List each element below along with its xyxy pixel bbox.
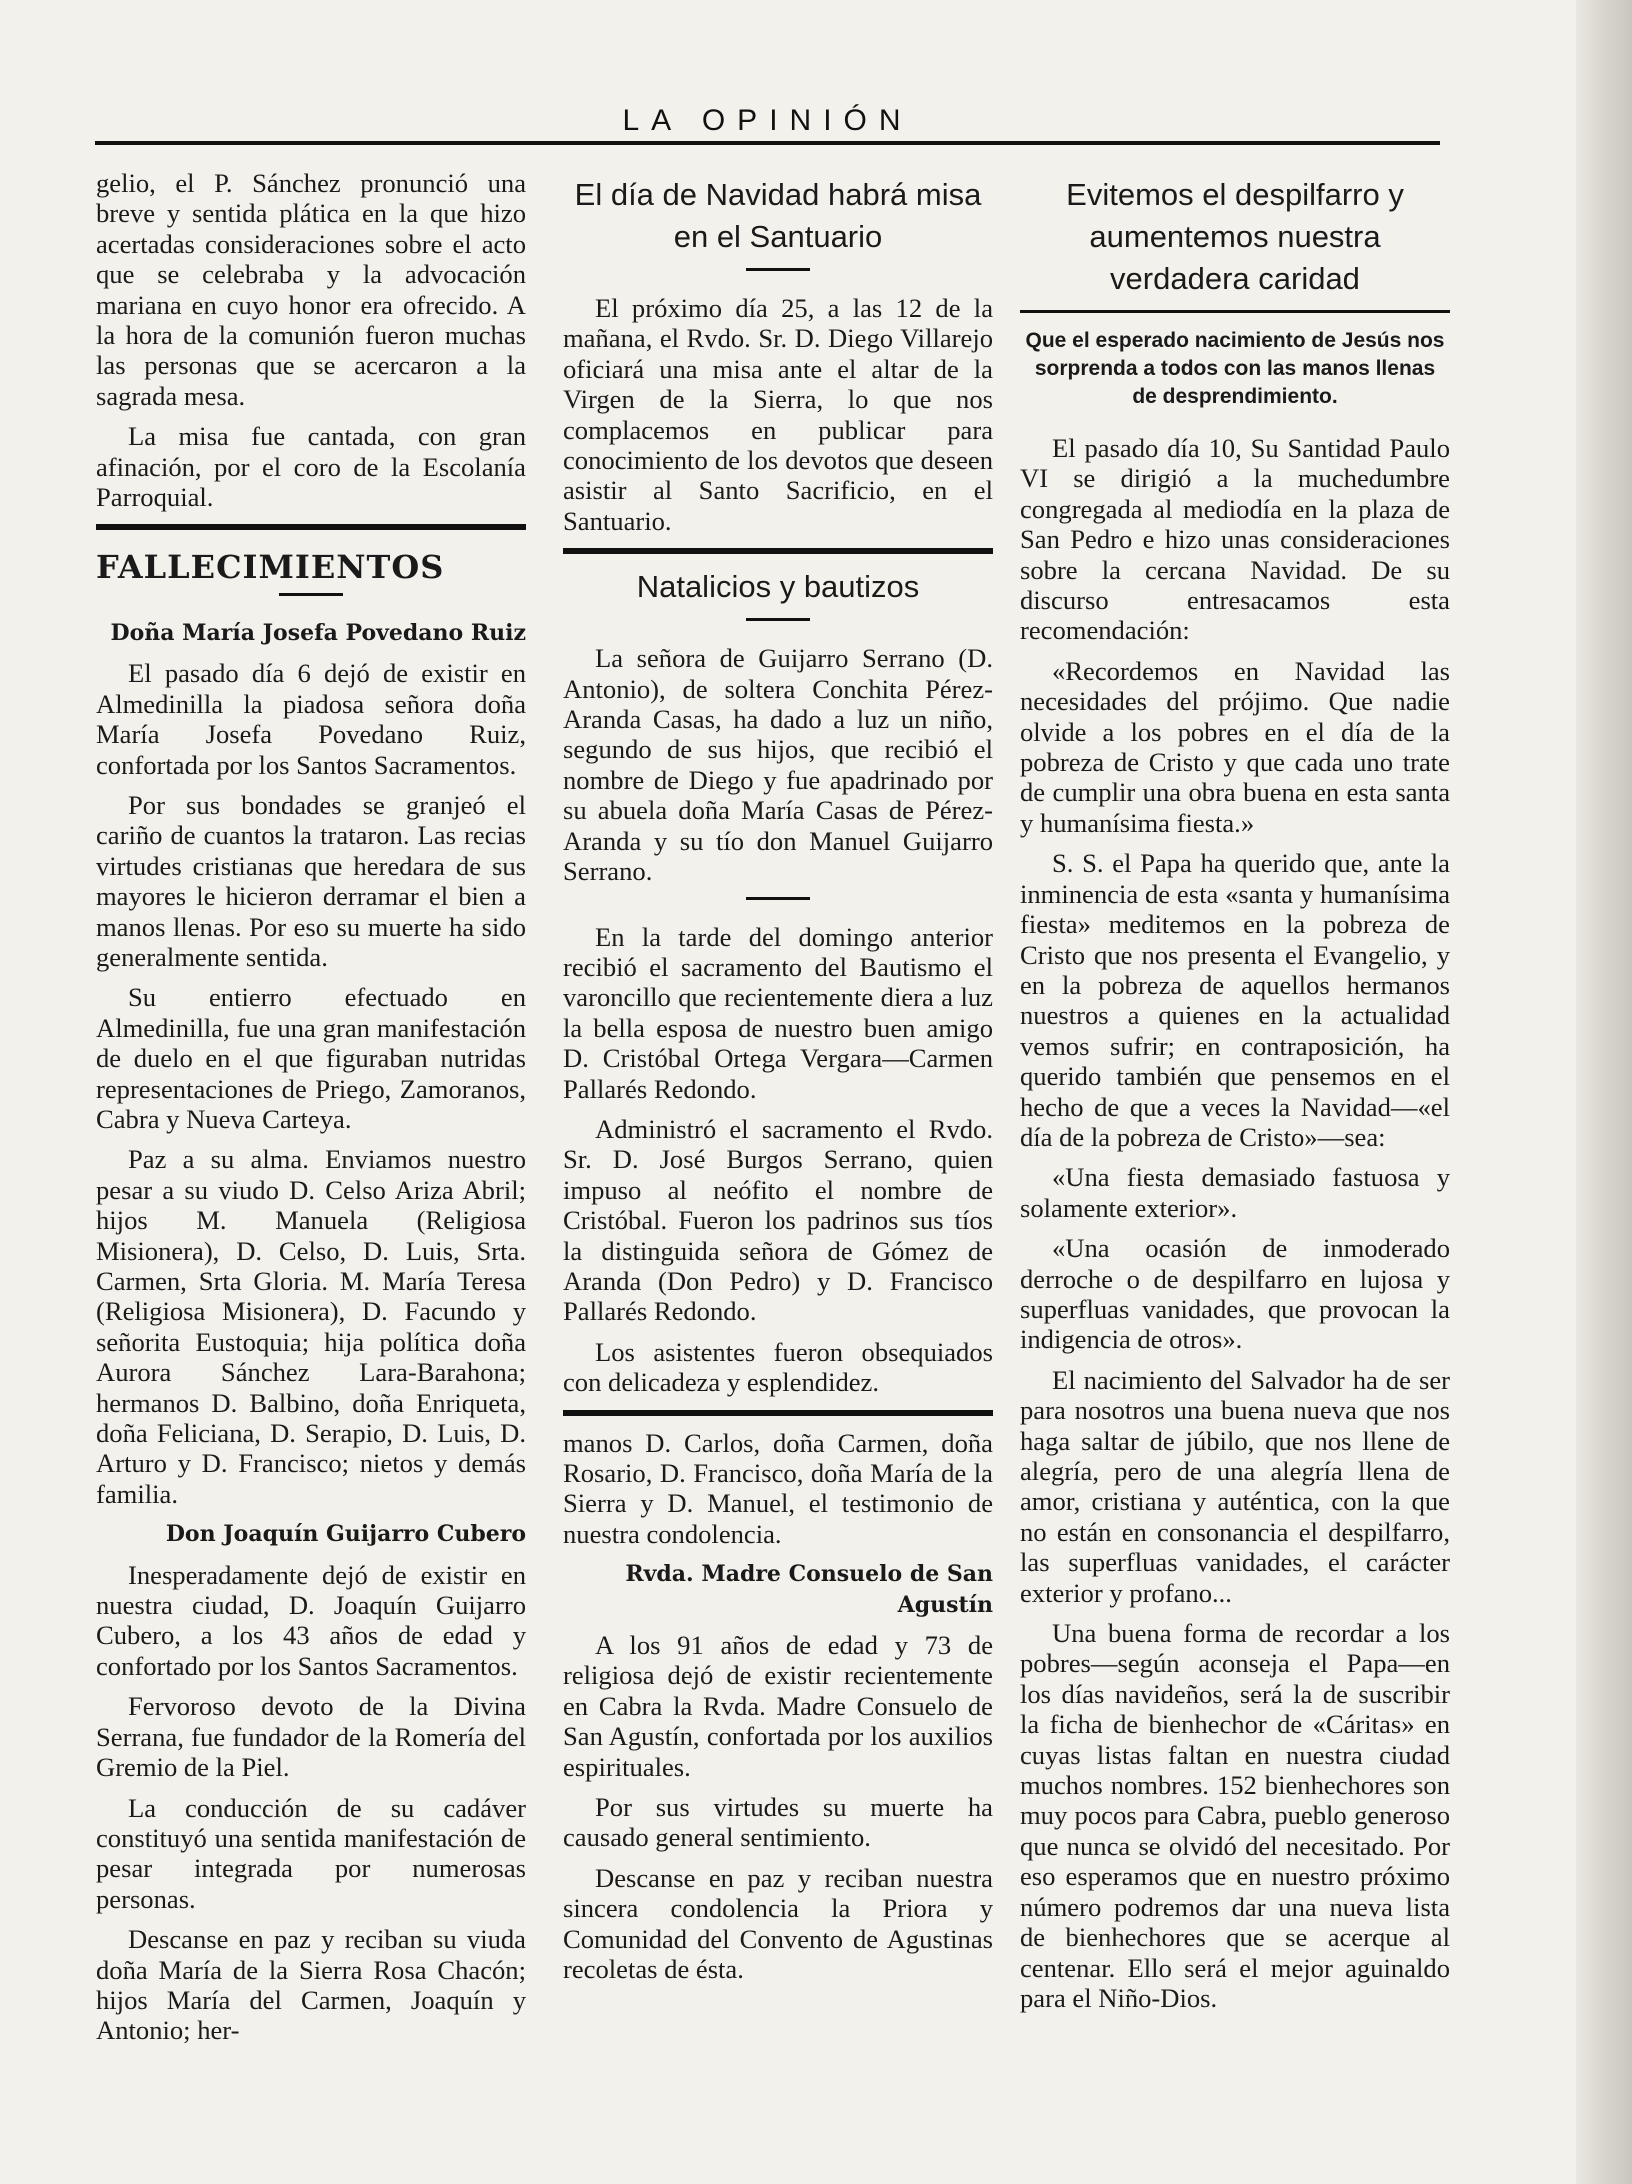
- obituary-name: Rvda. Madre Consuelo de San Agustín: [625, 1561, 993, 1618]
- paragraph: El pasado día 10, Su Santidad Paulo VI se dirigió a la muchedumbre congregada al mediodía en la plaza de San Pedro e hizo unas consideraciones sobre la cercana Navidad. De su discurso entresacamos esta recomendación:: [1020, 433, 1450, 646]
- column-1: [96, 168, 526, 2056]
- obituary-name: Doña María Josefa Povedano Ruiz: [110, 619, 526, 646]
- headline: Evitemos el despilfarro y aumentemos nuestra verdadera caridad: [1066, 177, 1404, 296]
- paragraph: La señora de Guijarro Serrano (D. Antonio), de soltera Conchita Pérez-Aranda Casas, ha dado a luz un niño, segundo de sus hijos, que recibió el nombre de Diego y fue apadrinado por su abuela doña María Casas de Pérez-Aranda y su tío don Manuel Guijarro Serrano.: [563, 643, 993, 887]
- page-edge: [1576, 0, 1632, 2184]
- column-2: [563, 168, 993, 1995]
- divider: [96, 524, 526, 530]
- paragraph: La conducción de su cadáver constituyó una sentida manifestación de pesar integrada por numerosas personas.: [96, 1792, 526, 1914]
- divider: [563, 1410, 993, 1416]
- paragraph: Por sus bondades se granjeó el cariño de cuantos la trataron. Las recias virtudes cristianas que heredara de sus mayores le hicieron derramar el bien a manos llenas. Por eso su muerte ha sido generalmente sentida.: [96, 789, 526, 972]
- masthead: LA OPINIÓN: [622, 104, 913, 137]
- divider: [563, 548, 993, 554]
- paragraph: «Recordemos en Navidad las necesidades del prójimo. Que nadie olvide a los pobres en el día de la pobreza de Cristo y que cada uno trate de cumplir una obra buena en esta santa y humanísima fiesta.»: [1020, 655, 1450, 838]
- divider: [746, 897, 810, 900]
- paragraph: «Una fiesta demasiado fastuosa y solamente exterior».: [1020, 1162, 1450, 1223]
- paragraph: Administró el sacramento el Rvdo. Sr. D. José Burgos Serrano, quien impuso al neófito el nombre de Cristóbal. Fueron los padrinos sus tíos la distinguida señora de Gómez de Aranda (Don Pedro) y D. Francisco Pallarés Redondo.: [563, 1113, 993, 1327]
- masthead-rule: [95, 141, 1440, 145]
- column-3: [1020, 168, 1450, 2023]
- divider: [279, 593, 343, 596]
- paragraph: Los asistentes fueron obsequiados con delicadeza y esplendidez.: [563, 1336, 993, 1398]
- paragraph: A los 91 años de edad y 73 de religiosa dejó de existir recientemente en Cabra la Rvda. Madre Consuelo de San Agustín, confortada por los auxilios espirituales.: [563, 1630, 993, 1782]
- paragraph: Inesperadamente dejó de existir en nuestra ciudad, D. Joaquín Guijarro Cubero, a los 43 años de edad y confortado por los Santos Sacramentos.: [96, 1559, 526, 1681]
- subheading: Que el esperado nacimiento de Jesús nos sorprenda a todos con las manos llenas de desprendimiento.: [1025, 329, 1445, 408]
- divider: [1020, 310, 1450, 313]
- paragraph: El pasado día 6 dejó de existir en Almedinilla la piadosa señora doña María Josefa Povedano Ruiz, confortada por los Santos Sacramentos.: [96, 658, 526, 780]
- paragraph: Su entierro efectuado en Almedinilla, fue una gran manifestación de duelo en el que figuraban nutridas representaciones de Priego, Zamoranos, Cabra y Nueva Carteya.: [96, 982, 526, 1134]
- paragraph: Por sus virtudes su muerte ha causado general sentimiento.: [563, 1792, 993, 1853]
- paragraph: La misa fue cantada, con gran afinación, por el coro de la Escolanía Parroquial.: [96, 421, 526, 513]
- paragraph: En la tarde del domingo anterior recibió el sacramento del Bautismo el varoncillo que recientemente diera a luz la bella esposa de nuestro buen amigo D. Cristóbal Ortega Vergara—Carmen Pallarés Redondo.: [563, 921, 993, 1104]
- paragraph: «Una ocasión de inmoderado derroche o de despilfarro en lujosa y superfluas vanidades, que provocan la indigencia de otros».: [1020, 1233, 1450, 1355]
- paragraph: Una buena forma de recordar a los pobres—según aconseja el Papa—en los días navideños, será la de suscribir la ficha de bienhechor de «Cáritas» en cuyas listas faltan en nuestra ciudad muchos nombres. 152 bienhechores son muy pocos para Cabra, pueblo generoso que nunca se olvidó del necesitado. Por eso esperamos que en nuestro próximo número podremos dar una nueva lista de bienhechores que se acerque al centenar. Ello será el mejor aguinaldo para el Niño-Dios.: [1020, 1618, 1450, 2013]
- obituary-name: Don Joaquín Guijarro Cubero: [165, 1521, 526, 1548]
- headline: Natalicios y bautizos: [636, 569, 920, 605]
- paragraph: gelio, el P. Sánchez pronunció una breve y sentida plática en la que hizo acertadas consideraciones sobre el acto que se celebraba y la advocación mariana en cuyo honor era ofrecido. A la hora de la comunión fueron muchas las personas que se acercaron a la sagrada mesa.: [96, 168, 526, 411]
- paragraph: Paz a su alma. Enviamos nuestro pesar a su viudo D. Celso Ariza Abril; hijos M. Manuela (Religiosa Misionera), D. Celso, D. Luis, Srta. Carmen, Srta Gloria. M. María Teresa (Religiosa Misionera), D. Facundo y señorita Eustoquia; hija política doña Aurora Sánchez Lara-Barahona; hermanos D. Balbino, doña Enriqueta, doña Feliciana, D. Serapio, D. Luis, D. Arturo y D. Francisco; nietos y demás familia.: [96, 1144, 526, 1509]
- paragraph: Descanse en paz y reciban su viuda doña María de la Sierra Rosa Chacón; hijos María del Carmen, Joaquín y Antonio; her-: [96, 1924, 526, 2046]
- divider: [746, 268, 810, 271]
- paragraph: El nacimiento del Salvador ha de ser para nosotros una buena nueva que nos haga saltar de júbilo, que nos llene de alegría, pero de una alegría llena de amor, cristiana y auténtica, con la que no están en consonancia el despilfarro, las superfluas vanidades, el carácter exterior y profano...: [1020, 1364, 1450, 1608]
- paragraph: S. S. el Papa ha querido que, ante la inminencia de esta «santa y humanísima fiesta» meditemos en la pobreza de Cristo que nos presenta el Evangelio, y en la pobreza de aquellos hermanos nuestros a quienes en la actualidad vemos sufrir; en contraposición, ha querido también que pensemos en el hecho de que a veces la Navidad—«el día de la pobreza de Cristo»—sea:: [1020, 848, 1450, 1152]
- divider: [746, 618, 810, 621]
- headline: El día de Navidad habrá misa en el Santuario: [574, 177, 982, 254]
- paragraph: El próximo día 25, a las 12 de la mañana, el Rvdo. Sr. D. Diego Villarejo oficiará una misa ante el altar de la Virgen de la Sierra, lo que nos complacemos en publicar para conocimiento de los devotos que deseen asistir al Santo Sacrificio, en el Santuario.: [563, 293, 993, 536]
- section-title: FALLECIMIENTOS: [96, 548, 445, 587]
- paragraph: Descanse en paz y reciban nuestra sincera condolencia la Priora y Comunidad del Convento de Agustinas recoletas de ésta.: [563, 1862, 993, 1985]
- paragraph: Fervoroso devoto de la Divina Serrana, fue fundador de la Romería del Gremio de la Piel.: [96, 1691, 526, 1783]
- paragraph: manos D. Carlos, doña Carmen, doña Rosario, D. Francisco, doña María de la Sierra y D. Manuel, el testimonio de nuestra condolencia.: [563, 1427, 993, 1549]
